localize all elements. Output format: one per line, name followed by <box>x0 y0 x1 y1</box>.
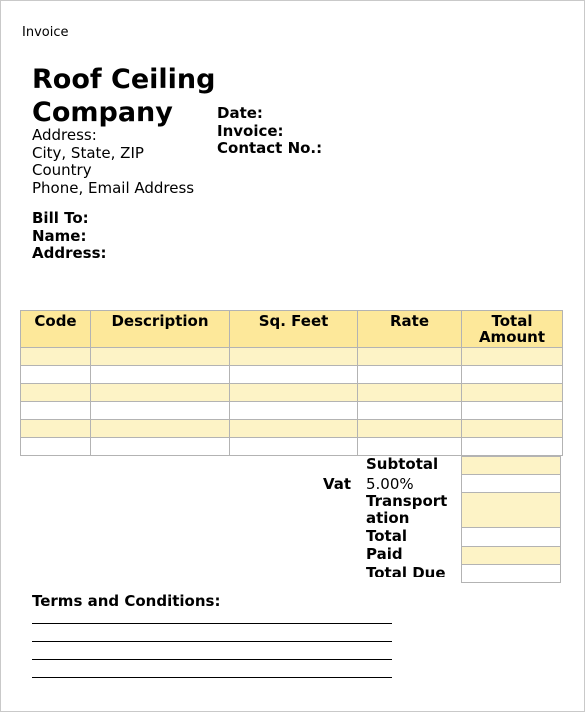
terms-line[interactable] <box>32 641 392 642</box>
total-due-value-field[interactable] <box>461 564 561 583</box>
header-description: Description <box>91 311 230 348</box>
table-row <box>21 384 563 402</box>
header-rate: Rate <box>358 311 462 348</box>
total-due-label-clip <box>366 565 461 577</box>
cell[interactable] <box>230 438 358 456</box>
invoice-meta <box>217 105 322 158</box>
total-value-field[interactable] <box>461 527 561 547</box>
cell[interactable] <box>230 366 358 384</box>
document-label: Invoice <box>22 25 69 40</box>
cell[interactable] <box>91 366 230 384</box>
cell[interactable] <box>91 384 230 402</box>
cell[interactable] <box>21 420 91 438</box>
transportation-label-line1: Transport <box>366 492 448 510</box>
table-row <box>21 438 563 456</box>
bill-to-address-label: Address: <box>32 244 107 262</box>
cell[interactable] <box>91 348 230 366</box>
table-header-row <box>21 311 563 348</box>
transportation-value-field[interactable] <box>461 492 561 528</box>
bill-to-label: Bill To: <box>32 209 89 227</box>
terms-line[interactable] <box>32 623 392 624</box>
cell[interactable] <box>358 348 462 366</box>
total-due-label: Total Due <box>366 565 446 577</box>
table-row <box>21 420 563 438</box>
cell[interactable] <box>358 438 462 456</box>
paid-label: Paid <box>366 545 403 563</box>
line-items-table <box>20 310 563 456</box>
cell[interactable] <box>21 402 91 420</box>
cell[interactable] <box>21 438 91 456</box>
cell[interactable] <box>462 420 563 438</box>
address-country: Country <box>32 161 92 179</box>
company-name-line1: Roof Ceiling <box>32 64 216 95</box>
transportation-label-line2: ation <box>366 509 410 527</box>
table-row <box>21 348 563 366</box>
header-sq-feet: Sq. Feet <box>230 311 358 348</box>
cell[interactable] <box>91 420 230 438</box>
cell[interactable] <box>91 402 230 420</box>
vat-label: Vat <box>323 475 352 493</box>
cell[interactable] <box>21 366 91 384</box>
cell[interactable] <box>462 384 563 402</box>
terms-title: Terms and Conditions: <box>32 592 221 610</box>
bill-to-section <box>32 210 107 263</box>
cell[interactable] <box>358 366 462 384</box>
cell[interactable] <box>462 402 563 420</box>
total-label: Total <box>366 527 407 545</box>
contact-number-label: Contact No.: <box>217 139 323 157</box>
cell[interactable] <box>462 348 563 366</box>
cell[interactable] <box>21 384 91 402</box>
address-label: Address: <box>32 126 97 144</box>
address-contact: Phone, Email Address <box>32 178 195 197</box>
subtotal-value-field[interactable] <box>461 456 561 475</box>
table-row <box>21 366 563 384</box>
header-total-amount: Total Amount <box>462 311 563 348</box>
header-code: Code <box>21 311 91 348</box>
cell[interactable] <box>358 384 462 402</box>
vat-value-field[interactable] <box>461 474 561 493</box>
terms-line[interactable] <box>32 659 392 660</box>
subtotal-label: Subtotal <box>366 455 439 473</box>
cell[interactable] <box>358 402 462 420</box>
address-city: City, State, ZIP <box>32 143 144 162</box>
vat-rate: 5.00% <box>366 475 414 493</box>
cell[interactable] <box>358 420 462 438</box>
date-label: Date: <box>217 104 263 122</box>
cell[interactable] <box>230 402 358 420</box>
company-name-line2: Company <box>32 97 173 128</box>
cell[interactable] <box>230 348 358 366</box>
invoice-number-label: Invoice: <box>217 121 284 140</box>
table-row <box>21 402 563 420</box>
terms-line[interactable] <box>32 677 392 678</box>
bill-to-name-label: Name: <box>32 226 87 245</box>
cell[interactable] <box>230 420 358 438</box>
company-name <box>32 63 215 129</box>
cell[interactable] <box>462 366 563 384</box>
paid-value-field[interactable] <box>461 546 561 565</box>
cell[interactable] <box>230 384 358 402</box>
cell[interactable] <box>21 348 91 366</box>
cell[interactable] <box>462 438 563 456</box>
company-address <box>32 127 194 197</box>
cell[interactable] <box>91 438 230 456</box>
